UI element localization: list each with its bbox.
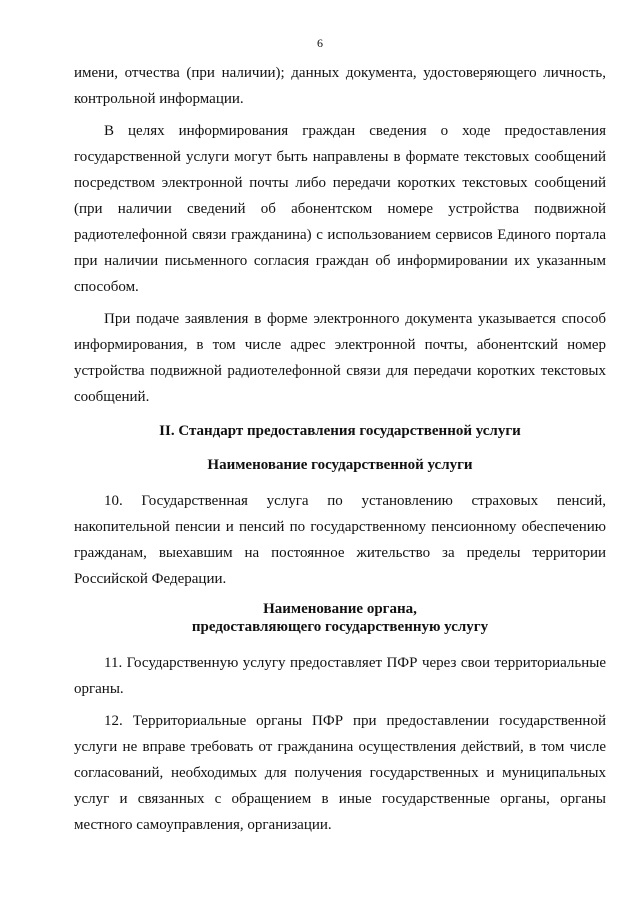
paragraph-10: 10. Государственная услуга по установлению страховых пенсий, накопительной пенсии и пенсий по государственному пенсионному обеспечению гражданам, выехавшим на постоянное жительство за пределы территории Российской Федерации.	[74, 493, 606, 587]
page-number: 6	[317, 36, 323, 50]
section-heading: II. Стандарт предоставления государственной услуги	[159, 423, 521, 439]
paragraph-12: 12. Территориальные органы ПФР при предоставлении государственной услуги не вправе требовать от гражданина осуществления действий, в том числе согласований, необходимых для получения государственных и муниципальных услуг и связанных с обращением в иные государственные органы, органы местного самоуправления, организации.	[74, 713, 606, 833]
paragraph-electronic-application: При подаче заявления в форме электронного документа указывается способ информирования, в том числе адрес электронной почты, абонентский номер устройства подвижной радиотелефонной связи для передачи коротких текстовых сообщений.	[74, 311, 606, 405]
paragraph-11: 11. Государственную услугу предоставляет ПФР через свои территориальные органы.	[74, 655, 606, 697]
organ-heading	[74, 600, 606, 636]
service-name-heading: Наименование государственной услуги	[207, 457, 473, 473]
organ-heading-line-1: Наименование органа,	[263, 601, 417, 617]
organ-heading-line-2: предоставляющего государственную услугу	[191, 619, 489, 635]
paragraph-informing-citizens: В целях информирования граждан сведения о ходе предоставления государственной услуги могут быть направлены в формате текстовых сообщений посредством электронной почты либо передачи коротких текстовых сообщений (при наличии сведений об абонентском номере устройства подвижной радиотелефонной связи гражданина) с использованием сервисов Единого портала при наличии письменного согласия граждан об информировании их указанным способом.	[74, 123, 606, 295]
document-body	[74, 60, 606, 838]
paragraph-contact-data: имени, отчества (при наличии); данных документа, удостоверяющего личность, контрольной информации.	[74, 65, 606, 107]
